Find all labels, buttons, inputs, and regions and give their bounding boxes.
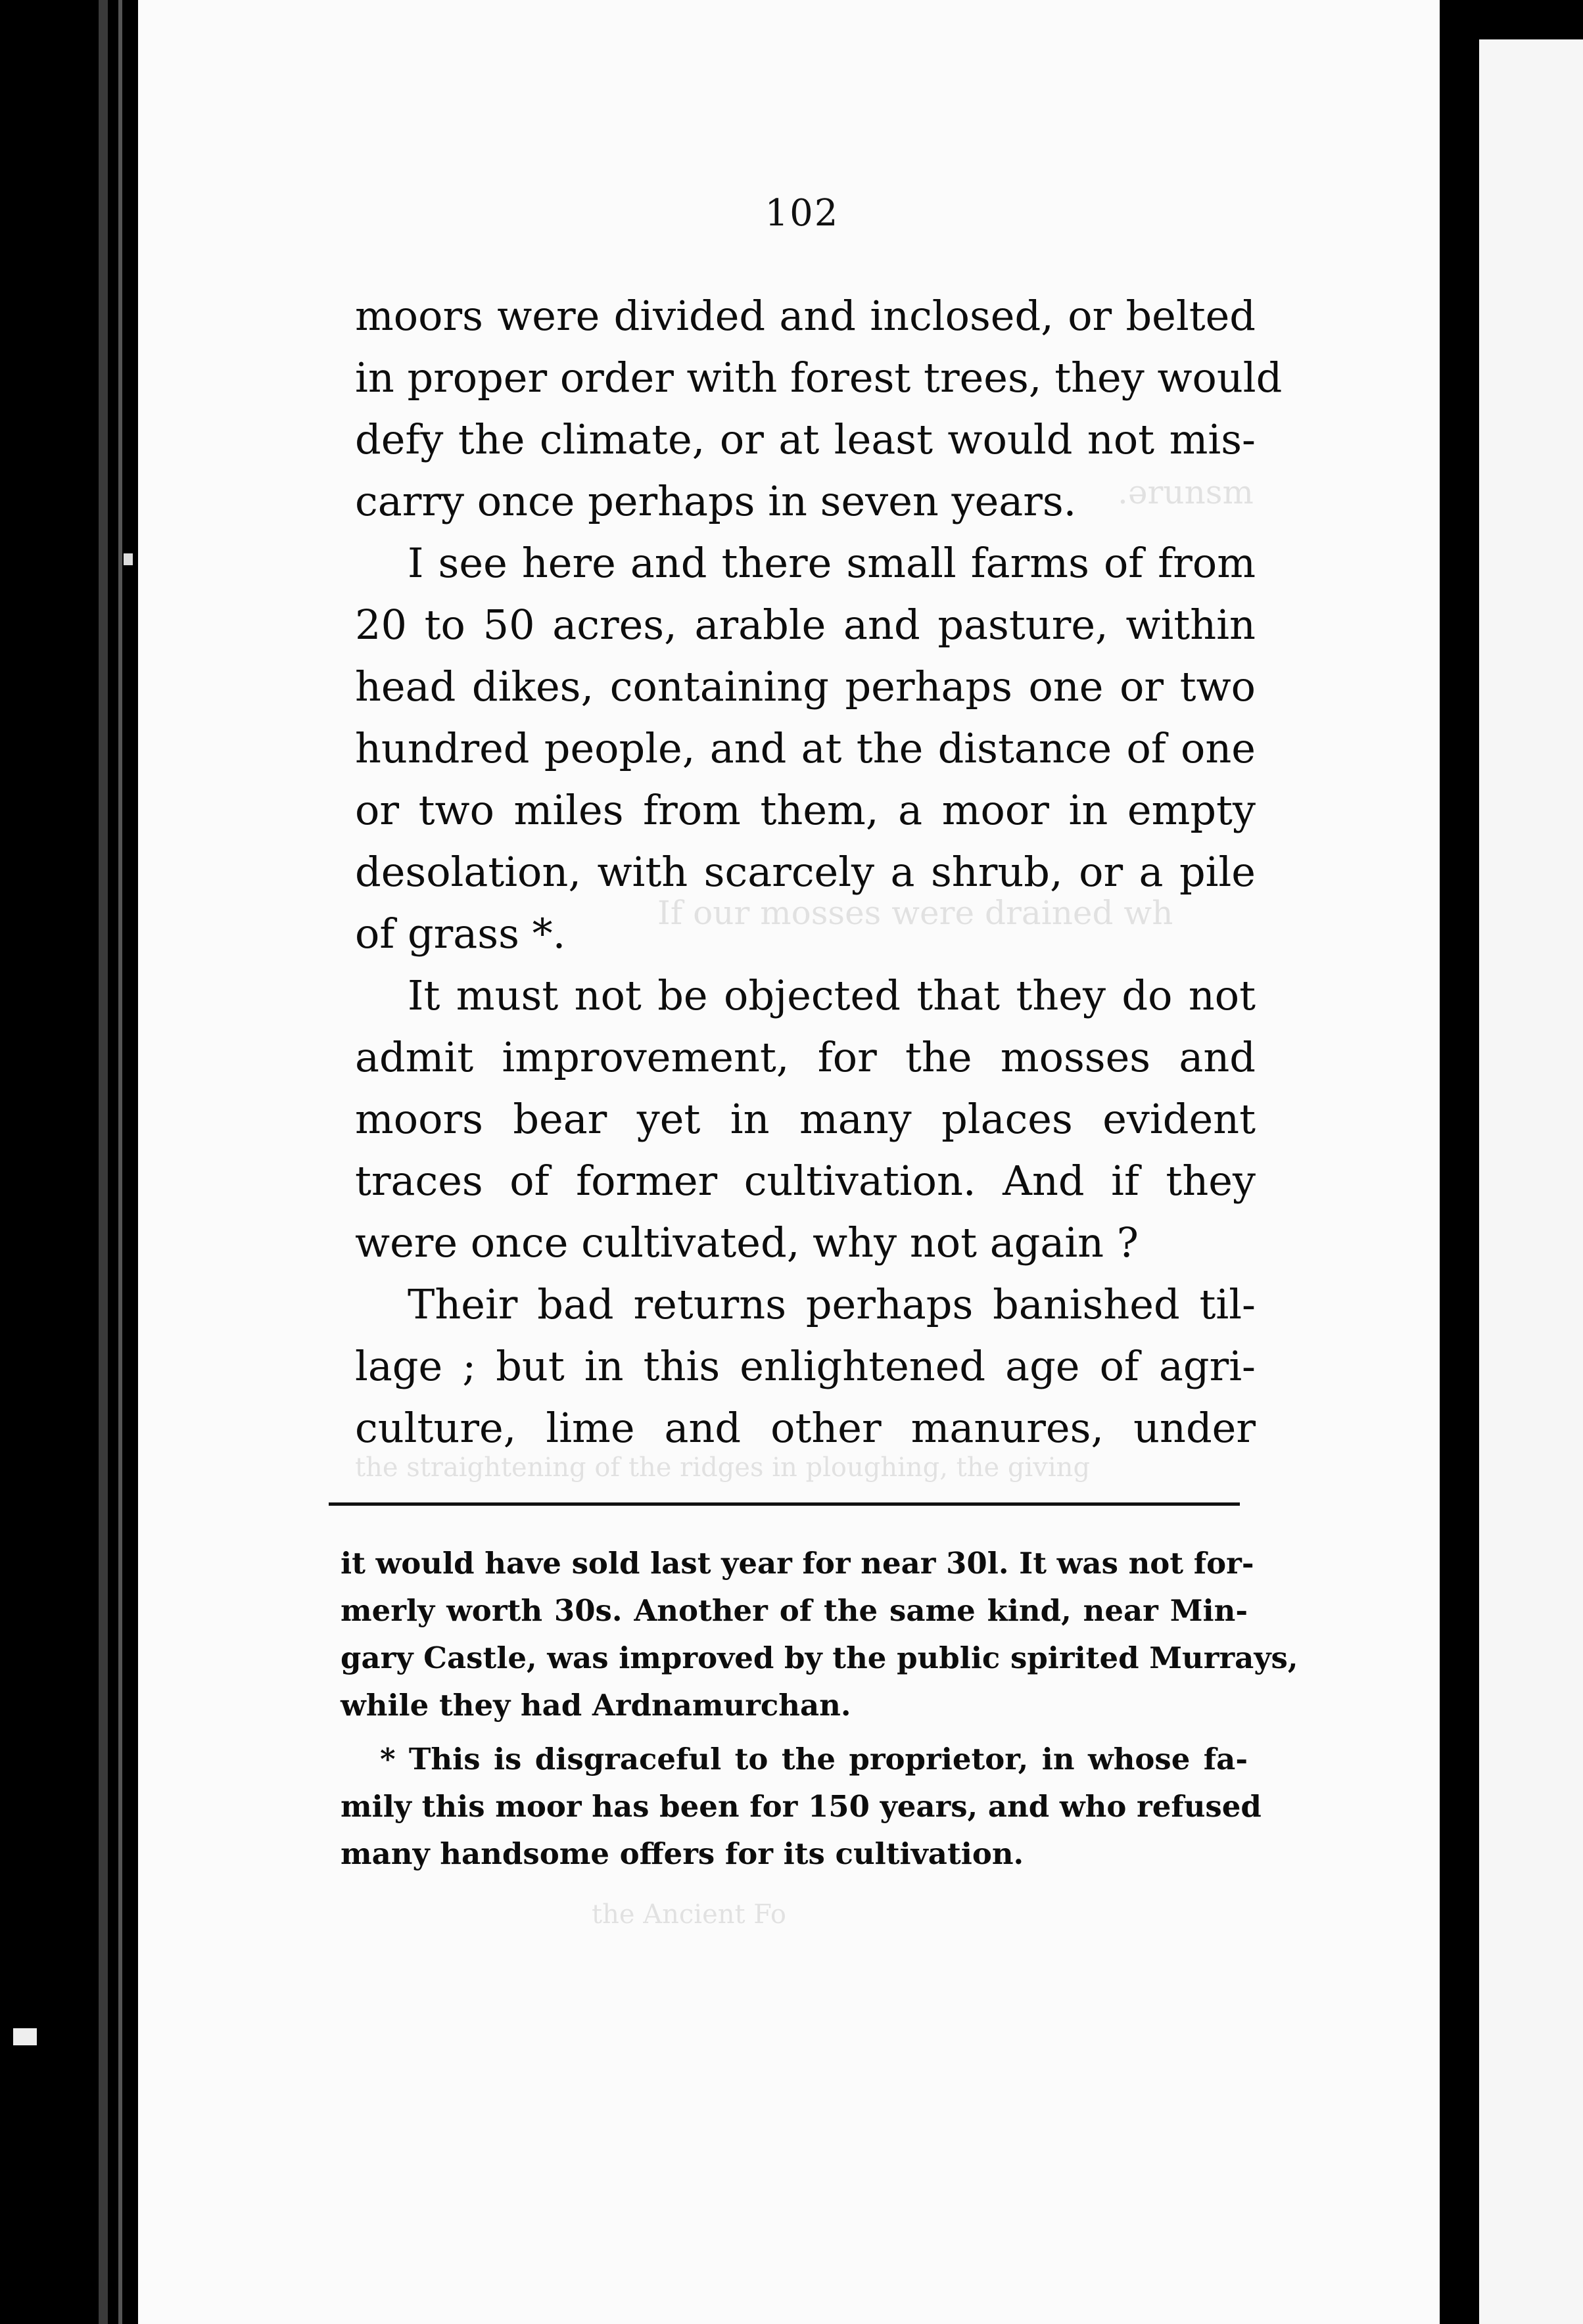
paragraph-first-line: I see here and there small farms of from <box>408 539 1256 587</box>
body-text-line: moors bear yet in many places evident <box>355 1095 1256 1143</box>
body-text-line: hundred people, and at the distance of one <box>355 724 1256 772</box>
footnote-line: gary Castle, was improved by the public spirited Murrays, <box>341 1640 1298 1675</box>
bleed-through-text: the straightening of the ridges in ploughing, the giving <box>355 1452 1091 1483</box>
body-text-line: were once cultivated, why not again ? <box>355 1219 1139 1267</box>
page-speck <box>13 2028 37 2045</box>
book-spine-shadow <box>0 0 99 2324</box>
facing-page-edge <box>1479 39 1583 2324</box>
paragraph-first-line: It must not be objected that they do not <box>408 971 1256 1019</box>
body-text-line: or two miles from them, a moor in empty <box>355 786 1256 834</box>
bleed-through-text: If our mosses were drained wh <box>657 894 1173 932</box>
page-speck <box>124 553 133 565</box>
bleed-through-text: the Ancient Fo <box>592 1899 786 1930</box>
page-number: 102 <box>765 192 839 235</box>
body-text-line: culture, lime and other manures, under <box>355 1404 1256 1452</box>
footnote-line: mily this moor has been for 150 years, and who refused <box>341 1789 1262 1824</box>
body-text-line: in proper order with forest trees, they would <box>355 354 1283 402</box>
footnote-line: it would have sold last year for near 30l. It was not for- <box>341 1546 1254 1581</box>
spine-edge-line <box>99 0 108 2324</box>
body-text-line: head dikes, containing perhaps one or two <box>355 662 1256 710</box>
body-text-line: carry once perhaps in seven years. <box>355 477 1077 525</box>
spine-edge-line <box>118 0 122 2324</box>
footnote-rule <box>329 1502 1240 1506</box>
bleed-through-text: .ərunsm <box>1118 473 1254 511</box>
body-text-line: lage ; but in this enlightened age of agri- <box>355 1342 1256 1390</box>
body-text-line: of grass *. <box>355 910 566 958</box>
body-text-line: moors were divided and inclosed, or belted <box>355 292 1256 340</box>
footnote-line: while they had Ardnamurchan. <box>341 1688 851 1723</box>
body-text-line: defy the climate, or at least would not mis- <box>355 415 1256 463</box>
footnote-first-line: * This is disgraceful to the proprietor, in whose fa- <box>380 1742 1248 1777</box>
body-text-line: admit improvement, for the mosses and <box>355 1033 1256 1081</box>
body-text-line: desolation, with scarcely a shrub, or a pile <box>355 848 1256 896</box>
body-text-line: traces of former cultivation. And if they <box>355 1157 1256 1205</box>
paragraph-first-line: Their bad returns perhaps banished til- <box>408 1280 1256 1328</box>
footnote-line: many handsome offers for its cultivation. <box>341 1836 1024 1871</box>
body-text-line: 20 to 50 acres, arable and pasture, within <box>355 601 1256 649</box>
footnote-line: merly worth 30s. Another of the same kind, near Min- <box>341 1593 1248 1628</box>
